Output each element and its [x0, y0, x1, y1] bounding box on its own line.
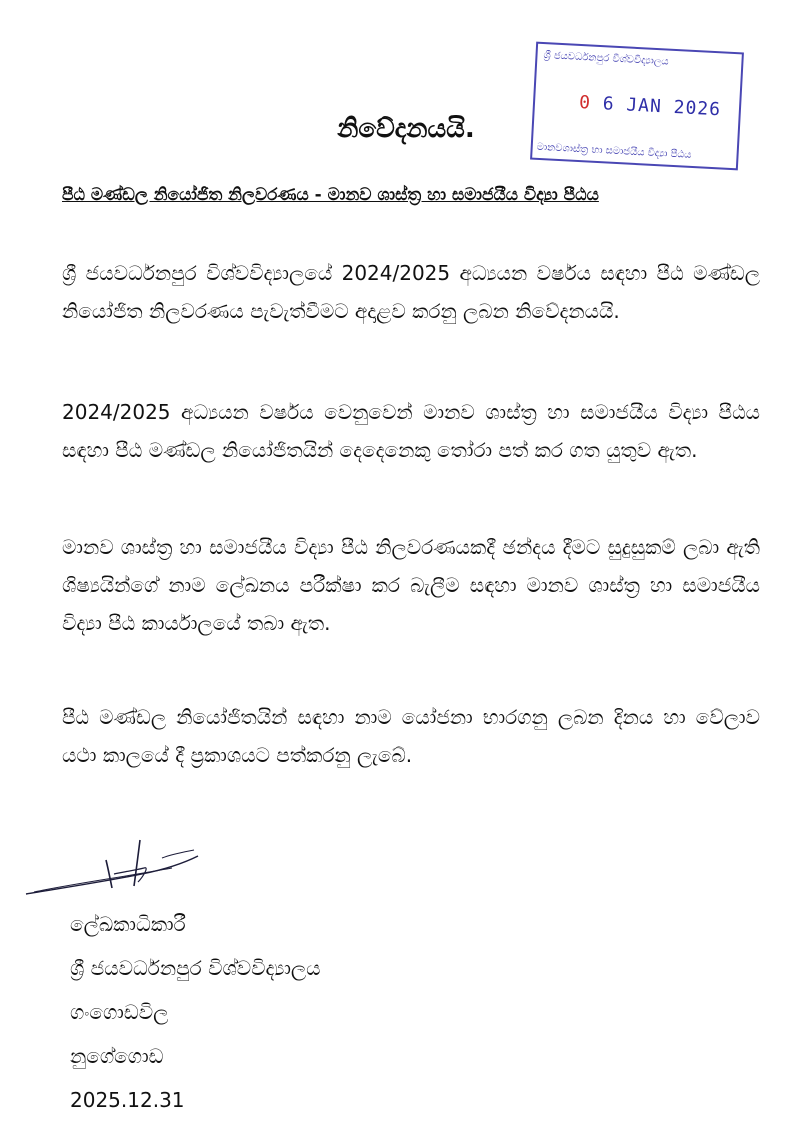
signatory-institution: ශ්‍රී ජයවර්ධනපුර විශ්වවිද්‍යාලය — [70, 956, 321, 980]
stamp-date-rest: 6 JAN 2026 — [590, 92, 722, 121]
stamp-date-prefix: 0 — [578, 91, 592, 114]
paragraph-1: ශ්‍රී ජයවර්ධනපුර විශ්වවිද්‍යාලයේ 2024/2025 අධ්‍යයන වර්ෂය සඳහා පීඨ මණ්ඩල නියෝජිත නිලවරණය පැවැත්වීමට අදාළව කරනු ලබන නිවේදනයයි. — [62, 261, 760, 323]
handwritten-signature — [22, 838, 222, 908]
paragraph-3: මානව ශාස්ත්‍ර හා සමාජයීය විද්‍යා පීඨ නිලවරණයකදී ඡන්දය දීමට සුදුසුකම් ලබා ඇති ශිෂ්‍යයින්ගේ නාම ලේඛනය පරීක්ෂා කර බැලීම සඳහා මානව ශාස්ත්‍ර හා සමාජයීය විද්‍යා පීඨ කාර්යාලයේ තබා ඇත. — [62, 535, 760, 635]
signatory-block — [70, 902, 321, 1122]
stamp-institution: ශ්‍රී ජයවර්ධනපුර විශ්වවිද්‍යාලය — [543, 50, 669, 68]
signatory-title: ලේඛකාධිකාරී — [70, 912, 186, 936]
stamp-department: මානවශාස්ත්‍ර හා සමාජයීය විද්‍යා පීඨය — [536, 141, 692, 161]
subject-heading: පීඨ මණ්ඩල නියෝජිත නිලවරණය - මානව ශාස්ත්‍ර හා සමාජයීය විද්‍යා පීඨය — [62, 185, 599, 205]
signatory-date: 2025.12.31 — [70, 1088, 185, 1112]
paragraph-2: 2024/2025 අධ්‍යයන වර්ෂය වෙනුවෙන් මානව ශාස්ත්‍ර හා සමාජයීය විද්‍යා පීඨය සඳහා පීඨ මණ්ඩල නියෝජිතයින් දෙදෙනෙකු තෝරා පත් කර ගත යුතුව ඇත. — [62, 400, 760, 462]
document-title: නිවේදනයයි. — [337, 114, 475, 144]
signatory-place: ගංගොඩවිල — [70, 1000, 169, 1024]
received-stamp — [530, 42, 744, 171]
signatory-city: නුගේගොඩ — [70, 1044, 164, 1068]
paragraph-4: පීඨ මණ්ඩල නියෝජිතයින් සඳහා නාම යෝජනා භාරගනු ලබන දිනය හා වේලාව යථා කාලයේ දී ප්‍රකාශයට පත්කරනු ලැබේ. — [62, 705, 760, 767]
